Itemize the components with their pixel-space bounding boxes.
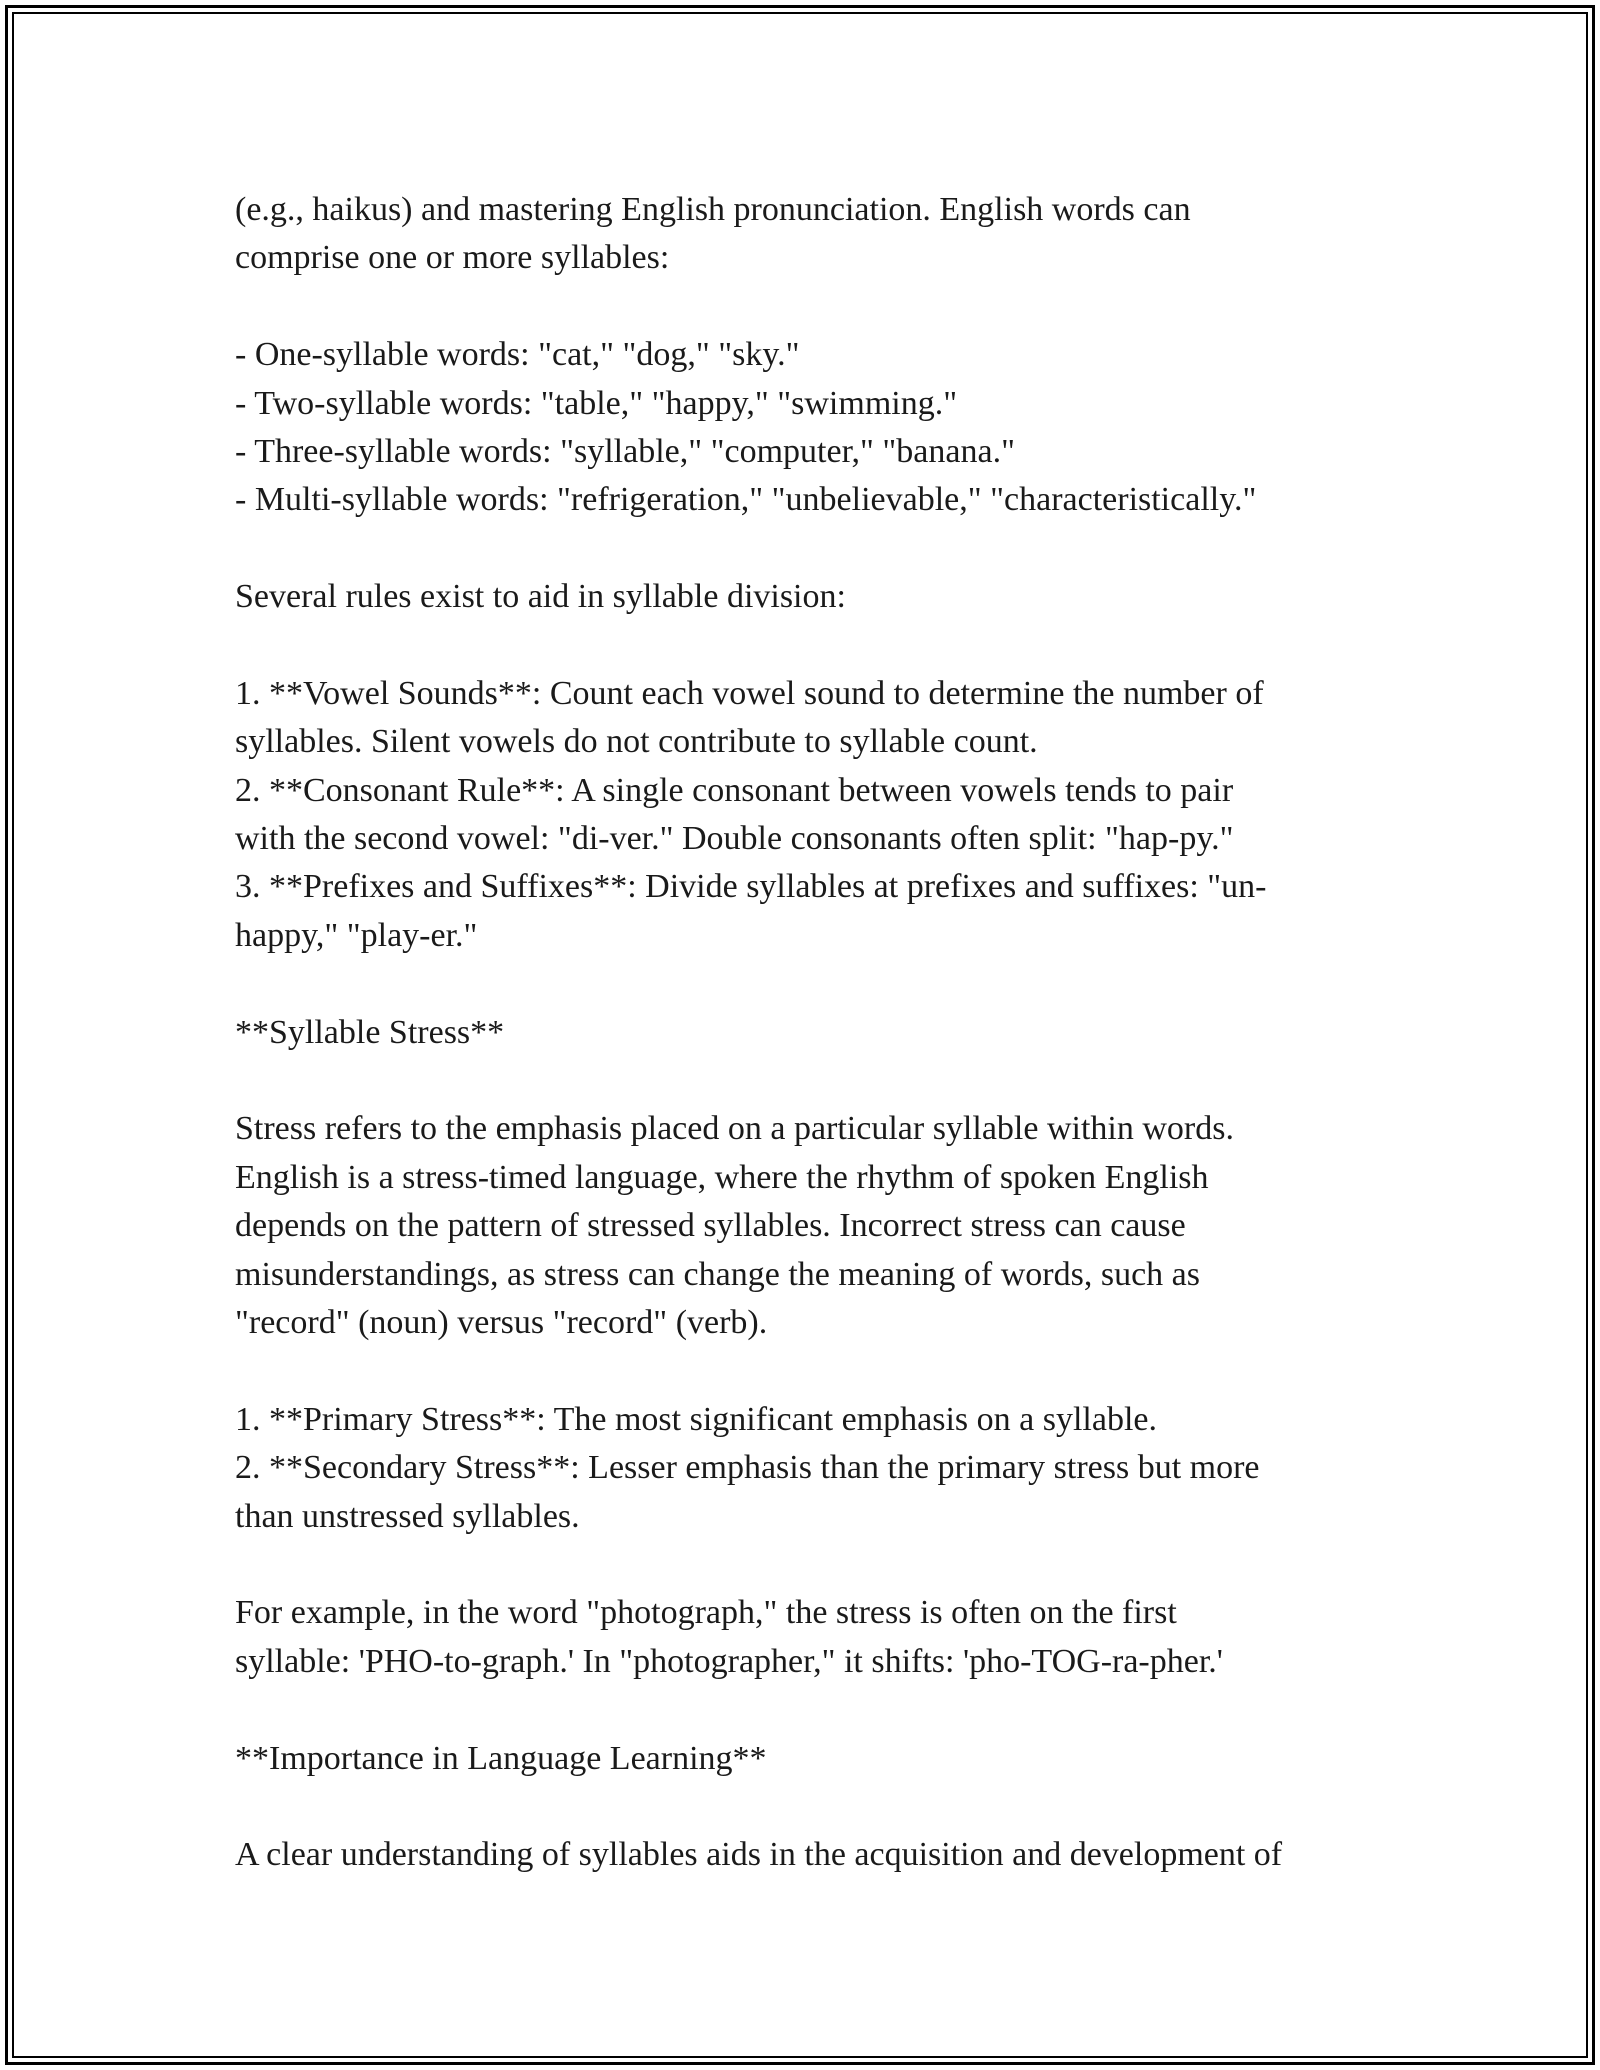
text-line: - Two-syllable words: "table," "happy," "swimming." [235,384,958,422]
text-line: syllables. Silent vowels do not contribute to syllable count. [235,723,1038,761]
text-line: 3. **Prefixes and Suffixes**: Divide syllables at prefixes and suffixes: "un- [235,868,1267,906]
text-line: happy," "play-er." [235,916,478,954]
blank-line [235,1783,1395,1831]
text-line: 1. **Primary Stress**: The most significant emphasis on a syllable. [235,1400,1157,1438]
blank-line [235,960,1395,1008]
text-line: English is a stress-timed language, where the rhythm of spoken English [235,1158,1209,1196]
text-line: - Multi-syllable words: "refrigeration," "unbelievable," "characteristically." [235,481,1257,519]
blank-line [235,525,1395,573]
text-line: (e.g., haikus) and mastering English pronunciation. English words can [235,191,1191,228]
text-line: 1. **Vowel Sounds**: Count each vowel sound to determine the number of [235,674,1264,712]
text-line: Stress refers to the emphasis placed on a particular syllable within words. [235,1110,1234,1148]
blank-line [235,1347,1395,1395]
document-body [235,186,1395,1880]
text-line: 2. **Consonant Rule**: A single consonant between vowels tends to pair [235,771,1234,809]
text-line: - Three-syllable words: "syllable," "computer," "banana." [235,432,1015,470]
text-line: with the second vowel: "di-ver." Double consonants often split: "hap-py." [235,820,1234,858]
blank-line [235,1541,1395,1589]
text-line: than unstressed syllables. [235,1497,580,1535]
blank-line [235,1686,1395,1734]
text-line: For example, in the word "photograph," the stress is often on the first [235,1594,1177,1632]
text-line: syllable: 'PHO-to-graph.' In "photographer," it shifts: 'pho-TOG-ra-pher.' [235,1642,1223,1680]
blank-line [235,1057,1395,1105]
text-line: 2. **Secondary Stress**: Lesser emphasis than the primary stress but more [235,1449,1260,1487]
blank-line [235,283,1395,331]
text-line: **Importance in Language Learning** [235,1739,767,1777]
text-line: - One-syllable words: "cat," "dog," "sky." [235,336,800,374]
text-line: misunderstandings, as stress can change the meaning of words, such as [235,1255,1200,1293]
text-line: comprise one or more syllables: [235,239,670,277]
text-line: A clear understanding of syllables aids in the acquisition and development of [235,1836,1283,1874]
text-line: **Syllable Stress** [235,1013,505,1051]
blank-line [235,622,1395,670]
text-line: Several rules exist to aid in syllable division: [235,578,846,616]
text-line: "record" (noun) versus "record" (verb). [235,1303,768,1341]
text-line: depends on the pattern of stressed syllables. Incorrect stress can cause [235,1207,1186,1245]
